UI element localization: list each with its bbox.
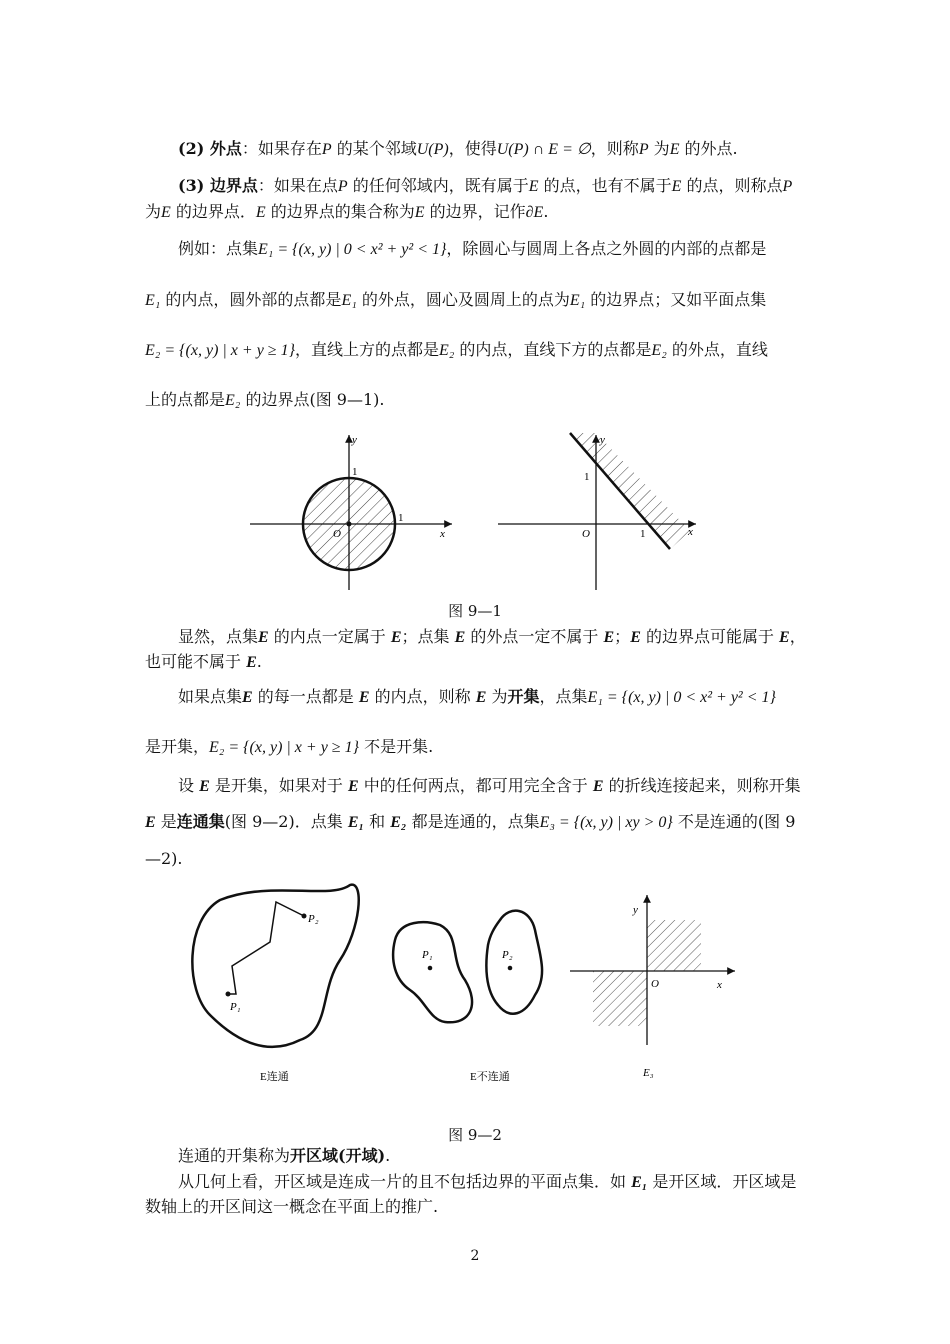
e3-quadrant-diagram [570,895,735,1079]
svg-text:y: y [600,434,605,446]
connected-set-line3: —2). [145,849,183,868]
label-e3: E₃ [643,1067,654,1079]
svg-text:P₁: P₁ [422,949,433,961]
page-number: 2 [470,1248,480,1264]
term-open-region: 开区域(开域) [290,1146,386,1165]
point-p2 [508,966,513,971]
connected-region-diagram [192,885,358,1083]
term-open-set: 开集 [507,687,540,706]
connected-set-line1: 设 E 是开集，如果对于 E 中的任何两点，都可用完全含于 E 的折线连接起来，则称开集 [178,776,801,795]
point-p1 [428,966,433,971]
first-quadrant-hatch [647,920,701,971]
figure-9-2 [180,880,750,1100]
term-connected-set: 连通集 [176,812,225,831]
paragraph-obvious-line2: 也可能不属于 E. [145,652,262,671]
origin-dot [347,522,352,527]
point-p2 [302,914,307,919]
svg-text:1: 1 [352,466,358,478]
svg-text:1: 1 [640,528,646,540]
term-boundary-point: (3) 边界点 [178,176,258,195]
label-e-not-connected: E不连通 [470,1071,510,1083]
svg-text:x: x [717,979,722,991]
boundary-point-definition-line1: (3) 边界点：如果在点P 的任何邻域内，既有属于E 的点，也有不属于E 的点，则称点P [178,176,793,195]
exterior-point-definition: (2) 外点：如果存在P 的某个邻域U(P)，使得U(P) ∩ E = ∅，则称P 为E 的外点. [178,139,738,158]
set-e1-formula: E₁ = {(x, y) | 0 < x² + y² < 1} [258,241,447,258]
svg-text:1: 1 [584,471,590,483]
figure-9-2-caption: 图 9—2 [448,1126,502,1144]
svg-text:O: O [333,528,341,540]
third-quadrant-hatch [593,971,647,1026]
figure-9-1-caption: 图 9—1 [448,602,502,620]
open-set-definition-line1: 如果点集E 的每一点都是 E 的内点，则称 E 为开集，点集E₁ = {(x, y) | 0 < x² + y² < 1} [178,687,776,706]
disconnected-region-diagram [393,911,542,1083]
svg-text:O: O [582,528,590,540]
set-e2-formula: E₂ = {(x, y) | x + y ≥ 1} [145,342,295,359]
label-e-connected: E连通 [260,1071,289,1083]
svg-text:1: 1 [398,512,404,524]
open-set-definition-line2: 是开集，E₂ = {(x, y) | x + y ≥ 1} 不是开集. [145,737,434,756]
example-line3: E₂ = {(x, y) | x + y ≥ 1}，直线上方的点都是E₂ 的内点，直线下方的点都是E₂ 的外点，直线 [145,340,768,359]
paragraph-obvious-line1: 显然，点集E 的内点一定属于 E；点集 E 的外点一定不属于 E；E 的边界点可能属于 E， [178,627,806,646]
term-exterior-point: (2) 外点 [178,139,242,158]
point-p1 [226,992,231,997]
geometric-view-line1: 从几何上看，开区域是连成一片的且不包括边界的平面点集．如 E₁ 是开区域．开区域是 [178,1172,797,1191]
svg-text:x: x [440,528,445,540]
svg-text:P₁: P₁ [230,1001,241,1013]
svg-text:P₂: P₂ [502,949,513,961]
boundary-point-definition-line2: 为E 的边界点．E 的边界点的集合称为E 的边界，记作∂E. [145,202,549,221]
connected-set-line2: E 是连通集(图 9—2)．点集 E₁ 和 E₂ 都是连通的，点集E₃ = {(x, y) | xy > 0} 不是连通的(图 9 [145,812,796,831]
example-line4: 上的点都是E₂ 的边界点(图 9—1). [145,390,385,409]
svg-text:y: y [352,434,357,446]
geometric-view-line2: 数轴上的开区间这一概念在平面上的推广. [145,1197,439,1216]
example-line2: E₁ 的内点，圆外部的点都是E₁ 的外点，圆心及圆周上的点为E₁ 的边界点；又如平面点集 [145,290,767,309]
example-line1: 例如：点集E₁ = {(x, y) | 0 < x² + y² < 1}，除圆心与圆周上各点之外圆的内部的点都是 [178,239,767,258]
region-b [486,911,542,1014]
half-plane-diagram [498,433,696,590]
svg-text:y: y [633,904,638,916]
figure-9-1 [240,425,710,595]
region-a [393,922,472,1022]
svg-text:x: x [688,526,693,538]
svg-text:P₂: P₂ [308,913,319,925]
polyline-path [228,902,304,994]
disk-diagram [250,434,452,590]
svg-text:O: O [651,978,659,990]
open-region-definition: 连通的开集称为开区域(开域). [178,1146,391,1165]
